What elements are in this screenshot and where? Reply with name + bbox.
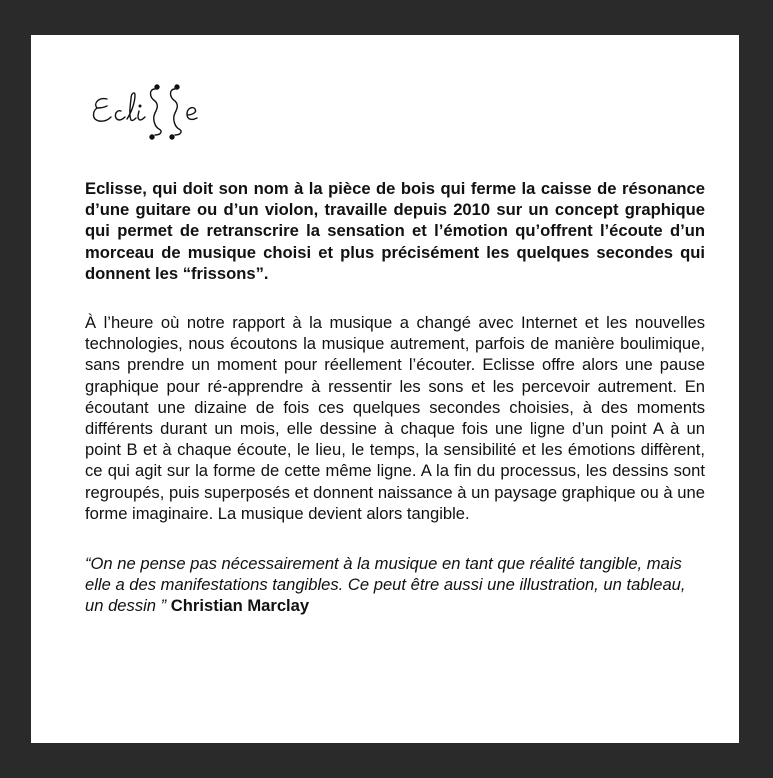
quote-text: “On ne pense pas nécessairement à la musique en tant que réalité tangible, mais elle a des manifestations tangibles. Ce peut être aussi une illustration, un tableau, un dessin ” <box>85 554 686 616</box>
intro-paragraph: Eclisse, qui doit son nom à la pièce de bois qui ferme la caisse de résonance d’une guitare ou d’un violon, travaille depuis 2010 sur un concept graphique qui permet de retranscrire la sensation et l’émotion qu’offrent l’écoute d’un morceau de musique choisi et plus précisément les quelques secondes qui donnent les “frissons”. <box>85 179 705 283</box>
quote-paragraph <box>85 553 705 617</box>
logo-lettering <box>94 85 198 139</box>
page <box>31 35 739 743</box>
eclisse-logo <box>89 75 219 145</box>
body-paragraph: À l’heure où notre rapport à la musique a changé avec Internet et les nouvelles technologies, nous écoutons la musique autrement, parfois de manière boulimique, sans prendre un moment pour réellement l’écouter. Eclisse offre alors une pause graphique pour ré-apprendre à ressentir les sons et les percevoir autrement. En écoutant une dizaine de fois ces quelques secondes choisies, à des moments différents durant un mois, elle dessine à chaque fois une ligne d’un point A à un point B et à chaque écoute, le lieu, le temps, la sensibilité et les émotions diffèrent, ce qui agit sur la forme de cette même ligne. A la fin du processus, les dessins sont regroupés, puis superposés et donnent naissance à un paysage graphique ou à une forme imaginaire. La musique devient alors tangible. <box>85 313 705 523</box>
quote-author: Christian Marclay <box>170 596 310 616</box>
